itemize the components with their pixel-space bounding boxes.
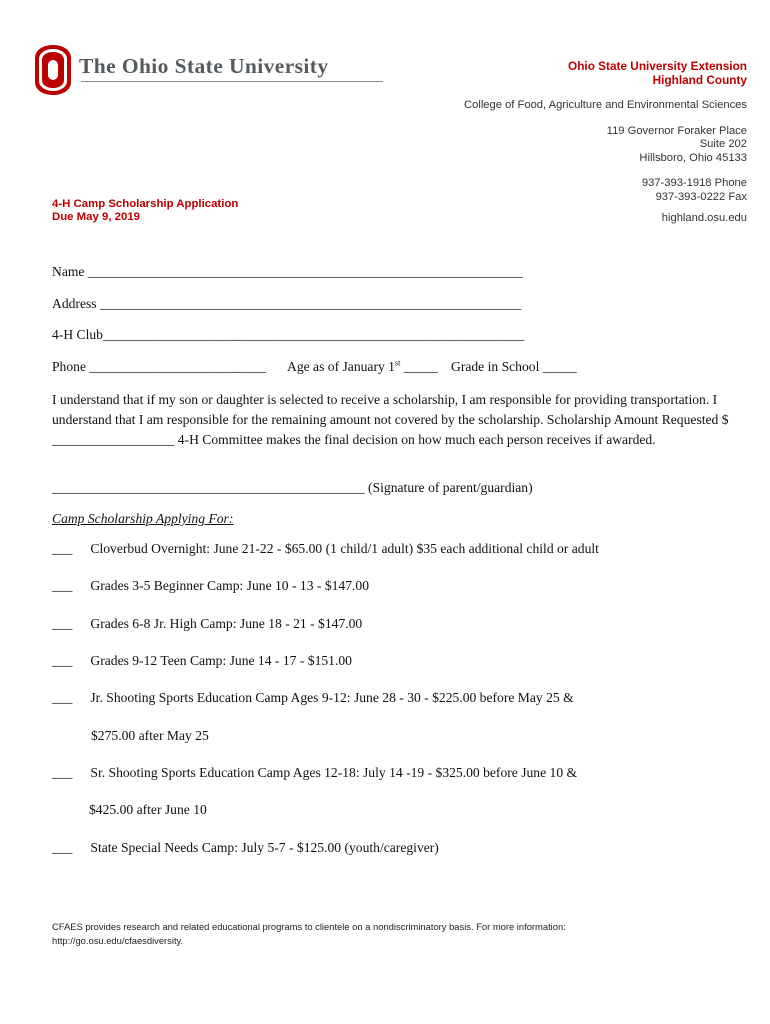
camp-option-sr-shooting[interactable] [52, 765, 577, 781]
camp-option-cloverbud[interactable] [52, 541, 599, 557]
camp-label: State Special Needs Camp: July 5-7 - $125.00 (youth/caregiver) [90, 840, 439, 855]
suite: Suite 202 [699, 138, 747, 150]
age-superscript: st [394, 358, 401, 368]
camp-label: Jr. Shooting Sports Education Camp Ages 9-12: June 28 - 30 - $225.00 before May 25 & [90, 690, 574, 705]
block-o-icon [33, 44, 73, 96]
sr-shooting-late-price: $425.00 after June 10 [89, 802, 207, 817]
address-block [347, 60, 747, 226]
camp-blank[interactable]: ___ [52, 840, 73, 855]
camp-blank[interactable]: ___ [52, 616, 73, 631]
camp-blank[interactable]: ___ [52, 578, 73, 593]
camp-label: Grades 3-5 Beginner Camp: June 10 - 13 - $147.00 [90, 578, 370, 593]
club-field[interactable]: 4-H Club______________________________________________________________ [52, 327, 525, 342]
address-field[interactable]: Address ______________________________________________________________ [52, 296, 522, 311]
phone-field[interactable]: Phone __________________________ [52, 359, 267, 374]
due-date: Due May 9, 2019 [52, 211, 141, 223]
university-wordmark: The Ohio State University [79, 54, 329, 78]
camp-option-special-needs[interactable] [52, 840, 439, 856]
age-label: Age as of January 1 [287, 359, 395, 374]
city-state-zip: Hillsboro, Ohio 45133 [639, 151, 747, 164]
name-field[interactable]: Name ________________________________________________________________ [52, 264, 523, 279]
signature-field[interactable]: ______________________________________________ (Signature of parent/guardian) [52, 480, 533, 495]
form-title-text: 4-H Camp Scholarship Application [52, 198, 239, 210]
camp-option-beginner[interactable] [52, 578, 369, 594]
phone-number: 937-393-1918 Phone [641, 177, 747, 189]
logo-rule [81, 81, 383, 82]
fax-number: 937-393-0222 Fax [655, 190, 747, 203]
camp-label: Grades 6-8 Jr. High Camp: June 18 - 21 - $147.00 [90, 616, 363, 631]
age-blank: _____ [400, 359, 438, 374]
form-title [52, 198, 238, 224]
jr-shooting-late-price: $275.00 after May 25 [91, 728, 209, 743]
camp-blank[interactable]: ___ [52, 765, 73, 780]
street-address: 119 Governor Foraker Place [606, 124, 747, 137]
website[interactable]: highland.osu.edu [661, 212, 747, 224]
footer-link[interactable]: http://go.osu.edu/cfaesdiversity. [52, 934, 184, 946]
agreement-paragraph [52, 390, 732, 450]
camp-label: Sr. Shooting Sports Education Camp Ages 12-18: July 14 -19 - $325.00 before June 10 & [90, 765, 578, 780]
camp-blank[interactable]: ___ [52, 541, 73, 556]
county-name: Highland County [652, 72, 747, 87]
age-field[interactable] [287, 359, 438, 375]
camp-blank[interactable]: ___ [52, 690, 73, 705]
camp-label: Grades 9-12 Teen Camp: June 14 - 17 - $151.00 [90, 653, 352, 668]
camp-option-teen[interactable] [52, 653, 352, 669]
camp-blank[interactable]: ___ [52, 653, 73, 668]
nondiscrimination-footer [52, 920, 672, 947]
camp-option-jr-high[interactable] [52, 616, 362, 632]
osu-logo [33, 44, 353, 96]
college-name: College of Food, Agriculture and Environmental Sciences [464, 99, 747, 111]
agreement-text: I understand that if my son or daughter is selected to receive a scholarship, I am responsible for providing transportation. I understand that I am responsible for the remaining amount not covered by the scholarship. [52, 392, 718, 427]
camp-label: Cloverbud Overnight: June 21-22 - $65.00 (1 child/1 adult) $35 each additional child or adult [90, 541, 599, 556]
footer-statement: CFAES provides research and related educational programs to clientele on a nondiscriminatory basis. For more information: [52, 921, 566, 932]
amount-requested-text[interactable]: Scholarship Amount Requested $ __________________ 4-H Committee makes the final decision on how much each person receives if awarded. [52, 412, 729, 447]
extension-name: Ohio State University Extension [568, 59, 747, 73]
camps-heading: Camp Scholarship Applying For: [52, 511, 234, 526]
camp-option-jr-shooting[interactable] [52, 690, 574, 706]
grade-field[interactable]: Grade in School _____ [451, 359, 577, 374]
